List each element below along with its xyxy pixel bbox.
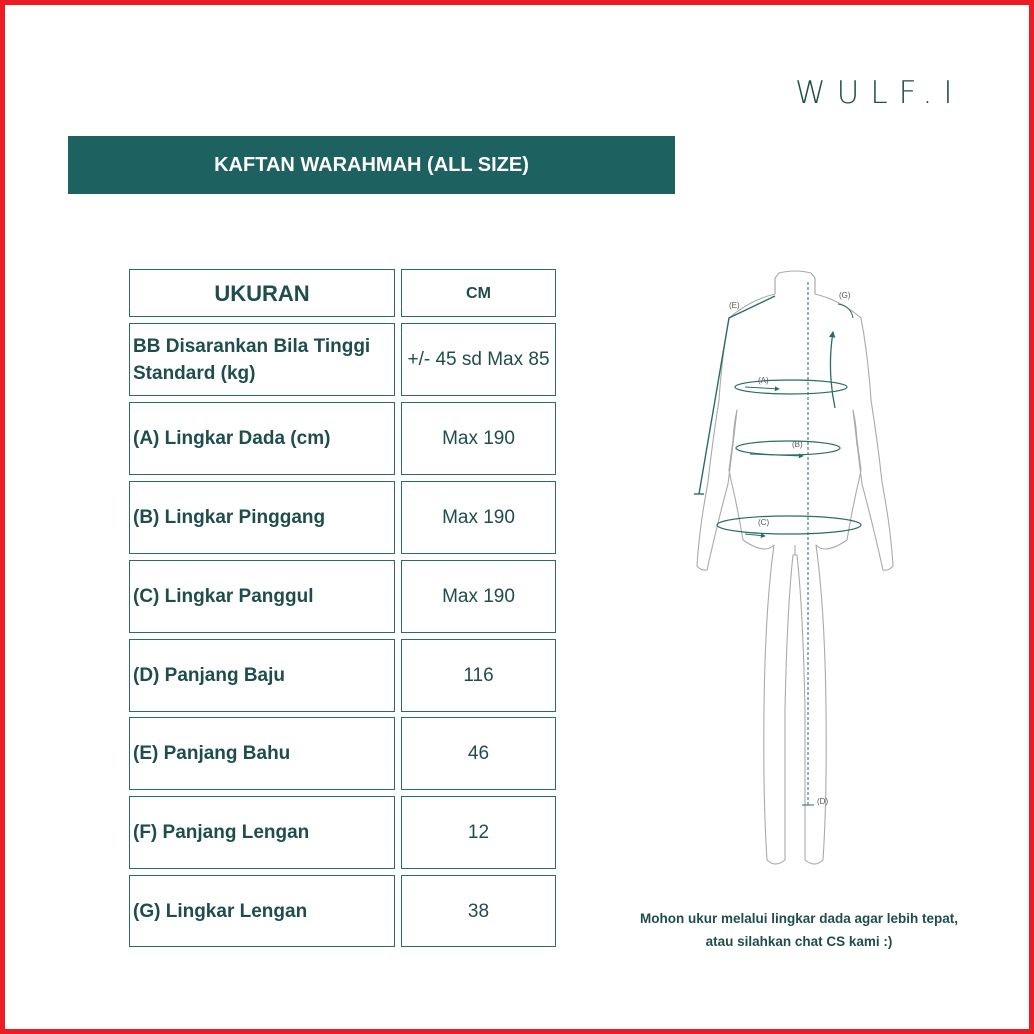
table-header-cm: CM	[401, 269, 556, 317]
table-row-label: (G) Lingkar Lengan	[129, 875, 395, 947]
label-b: (B)	[792, 440, 803, 449]
body-measurement-illustration	[675, 270, 915, 875]
table-row-value: Max 190	[401, 481, 556, 554]
table-row-value: 38	[401, 875, 556, 947]
table-row-value: +/- 45 sd Max 85	[401, 323, 556, 396]
brand-logo: WULF.I	[795, 75, 964, 111]
label-c: (C)	[758, 518, 770, 527]
table-header-size: UKURAN	[129, 269, 395, 317]
table-row-value: 116	[401, 639, 556, 712]
table-row-label: (C) Lingkar Panggul	[129, 560, 395, 633]
label-a: (A)	[758, 376, 769, 385]
note-line-2: atau silahkan chat CS kami :)	[705, 934, 893, 949]
mannequin-icon	[697, 271, 893, 864]
table-row-label: BB Disarankan Bila Tinggi Standard (kg)	[129, 323, 395, 396]
table-row-label: (F) Panjang Lengan	[129, 796, 395, 869]
table-row-label: (D) Panjang Baju	[129, 639, 395, 712]
table-row-value: 12	[401, 796, 556, 869]
table-row-label: (B) Lingkar Pinggang	[129, 481, 395, 554]
label-d: (D)	[817, 797, 829, 806]
table-row-label: (A) Lingkar Dada (cm)	[129, 402, 395, 475]
table-row-label: (E) Panjang Bahu	[129, 717, 395, 790]
table-row-value: 46	[401, 717, 556, 790]
label-e: (E)	[729, 301, 740, 310]
label-g: (G)	[839, 291, 851, 300]
table-row-value: Max 190	[401, 560, 556, 633]
note-line-1: Mohon ukur melalui lingkar dada agar lebih tepat,	[639, 911, 959, 926]
measurement-note	[605, 907, 993, 953]
product-title-banner: KAFTAN WARAHMAH (ALL SIZE)	[68, 136, 675, 194]
table-row-value: Max 190	[401, 402, 556, 475]
